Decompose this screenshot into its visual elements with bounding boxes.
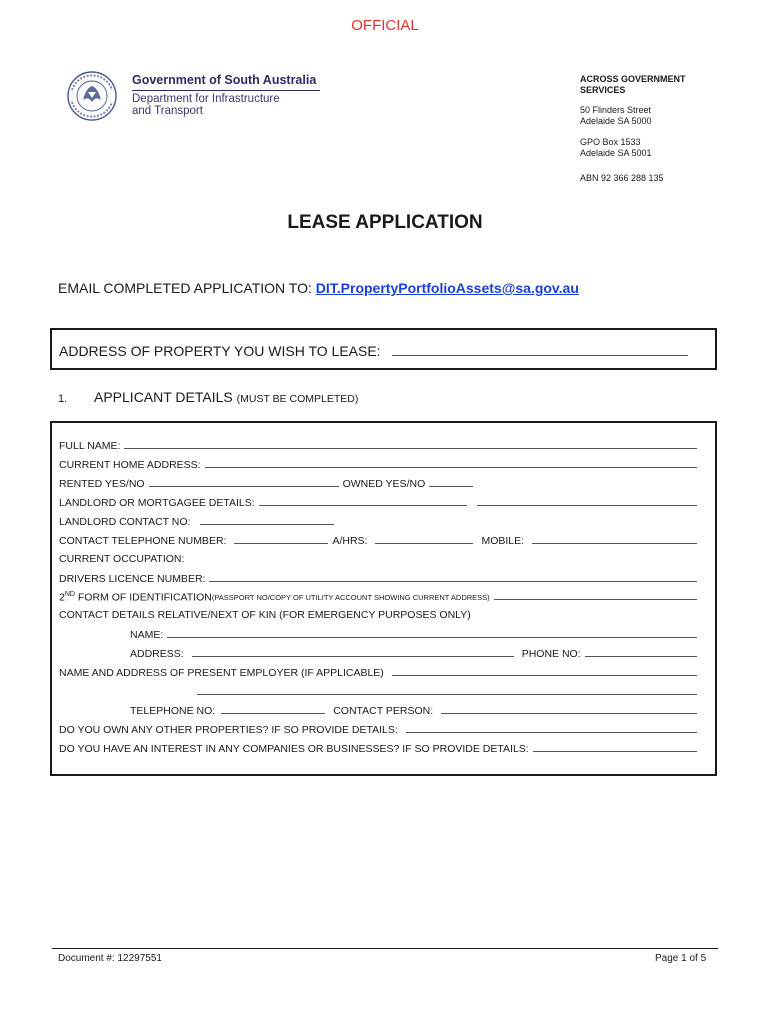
section-note: (MUST BE COMPLETED) <box>236 393 359 405</box>
other-properties-label: DO YOU OWN ANY OTHER PROPERTIES? IF SO PROVIDE DETAILS: <box>59 724 398 736</box>
address-abn: ABN 92 366 288 135 <box>580 173 664 183</box>
landlord-contact-field[interactable] <box>59 515 697 529</box>
rented-line <box>149 477 339 487</box>
full-name-line <box>124 439 697 449</box>
identification-field[interactable] <box>59 590 697 604</box>
landlord-line-2 <box>477 496 697 506</box>
telephone-line <box>234 534 328 544</box>
ahrs-label: A/HRS: <box>332 535 368 547</box>
rented-label: RENTED YES/NO <box>59 478 145 490</box>
landlord-label: LANDLORD OR MORTGAGEE DETAILS: <box>59 497 255 509</box>
document-number: Document #: 12297551 <box>58 953 162 964</box>
kin-name-field[interactable] <box>130 628 697 642</box>
property-address-box <box>50 328 717 370</box>
owned-label: OWNED YES/NO <box>342 478 426 490</box>
kin-address-field[interactable] <box>130 647 697 661</box>
sa-seal-icon <box>66 70 118 122</box>
logo-dept-line1: Department for Infrastructure <box>132 93 280 105</box>
section-number: 1. <box>58 393 68 405</box>
section-heading <box>58 389 358 405</box>
address-unit: ACROSS GOVERNMENT SERVICES <box>580 74 686 95</box>
mobile-line <box>532 534 697 544</box>
licence-line <box>209 572 697 582</box>
kin-address-label: ADDRESS: <box>130 648 184 660</box>
address-pobox: GPO Box 1533 <box>580 137 641 147</box>
tenure-field[interactable] <box>59 477 697 491</box>
email-instruction <box>58 280 579 296</box>
logo-divider <box>132 90 320 91</box>
logo-dept-line2: and Transport <box>132 105 203 117</box>
property-address-label: ADDRESS OF PROPERTY YOU WISH TO LEASE: <box>59 343 381 359</box>
landlord-line-1 <box>259 496 467 506</box>
section-title: APPLICANT DETAILS <box>94 389 237 405</box>
employer-label: NAME AND ADDRESS OF PRESENT EMPLOYER (IF APPLICABLE) <box>59 667 384 679</box>
interests-label: DO YOU HAVE AN INTEREST IN ANY COMPANIES OR BUSINESSES? IF SO PROVIDE DETAILS: <box>59 743 529 755</box>
page-number: Page 1 of 5 <box>655 953 707 964</box>
page-title: LEASE APPLICATION <box>287 212 483 233</box>
emp-contact-label: CONTACT PERSON: <box>333 705 434 717</box>
emp-phone-label: TELEPHONE NO: <box>130 705 216 717</box>
full-name-field[interactable] <box>59 439 697 453</box>
property-address-line <box>392 354 688 356</box>
emp-phone-line <box>221 704 325 714</box>
home-address-line <box>205 458 697 468</box>
id-label <box>59 591 212 604</box>
id-note: (PASSPORT NO/COPY OF UTILITY ACCOUNT SHOWING CURRENT ADDRESS) <box>211 593 490 602</box>
interests-field[interactable] <box>59 742 697 756</box>
footer-divider <box>52 948 718 949</box>
employer-line-2 <box>197 685 697 695</box>
email-label: EMAIL COMPLETED APPLICATION TO: <box>58 280 316 296</box>
kin-phone-label: PHONE NO: <box>521 648 581 660</box>
kin-name-label: NAME: <box>130 629 164 641</box>
government-logo <box>66 70 336 122</box>
employer-contact-field[interactable] <box>130 704 697 718</box>
landlord-contact-label: LANDLORD CONTACT NO: <box>59 516 191 528</box>
owned-line <box>429 477 473 487</box>
telephone-label: CONTACT TELEPHONE NUMBER: <box>59 535 227 547</box>
other-properties-field[interactable] <box>59 723 697 737</box>
licence-label: DRIVERS LICENCE NUMBER: <box>59 573 206 585</box>
kin-name-line <box>167 628 697 638</box>
landlord-contact-line <box>200 515 334 525</box>
address-city1: Adelaide SA 5000 <box>580 115 652 126</box>
office-address <box>580 74 710 184</box>
other-properties-line <box>406 723 697 733</box>
landlord-field[interactable] <box>59 496 697 510</box>
emp-contact-line <box>441 704 697 714</box>
kin-label: CONTACT DETAILS RELATIVE/NEXT OF KIN (FOR EMERGENCY PURPOSES ONLY) <box>59 609 471 621</box>
interests-line <box>533 742 697 752</box>
employer-field[interactable] <box>59 666 697 680</box>
id-superscript: ND <box>64 590 75 598</box>
address-street: 50 Flinders Street <box>580 105 652 115</box>
ahrs-line <box>375 534 473 544</box>
occupation-field[interactable] <box>59 553 697 567</box>
logo-org-name: Government of South Australia <box>132 73 317 87</box>
applicant-details-box <box>50 421 717 776</box>
telephone-field[interactable] <box>59 534 697 548</box>
full-name-label: FULL NAME: <box>59 440 121 452</box>
official-marking: OFFICIAL <box>351 17 419 34</box>
id-label-text: FORM OF IDENTIFICATION <box>74 591 212 603</box>
mobile-label: MOBILE: <box>481 535 525 547</box>
home-address-label: CURRENT HOME ADDRESS: <box>59 459 201 471</box>
address-city2: Adelaide SA 5001 <box>580 147 652 158</box>
employer-address-field[interactable] <box>197 685 697 699</box>
id-prefix: 2 <box>59 591 65 603</box>
id-line <box>494 590 697 600</box>
occupation-label: CURRENT OCCUPATION: <box>59 553 185 565</box>
employer-line-1 <box>392 666 697 676</box>
home-address-field[interactable] <box>59 458 697 472</box>
property-address-row[interactable] <box>59 343 688 359</box>
kin-phone-line <box>585 647 697 657</box>
kin-heading <box>59 609 697 623</box>
email-link[interactable]: DIT.PropertyPortfolioAssets@sa.gov.au <box>315 280 579 296</box>
kin-address-line <box>192 647 514 657</box>
logo-department <box>132 93 280 117</box>
licence-field[interactable] <box>59 572 697 586</box>
